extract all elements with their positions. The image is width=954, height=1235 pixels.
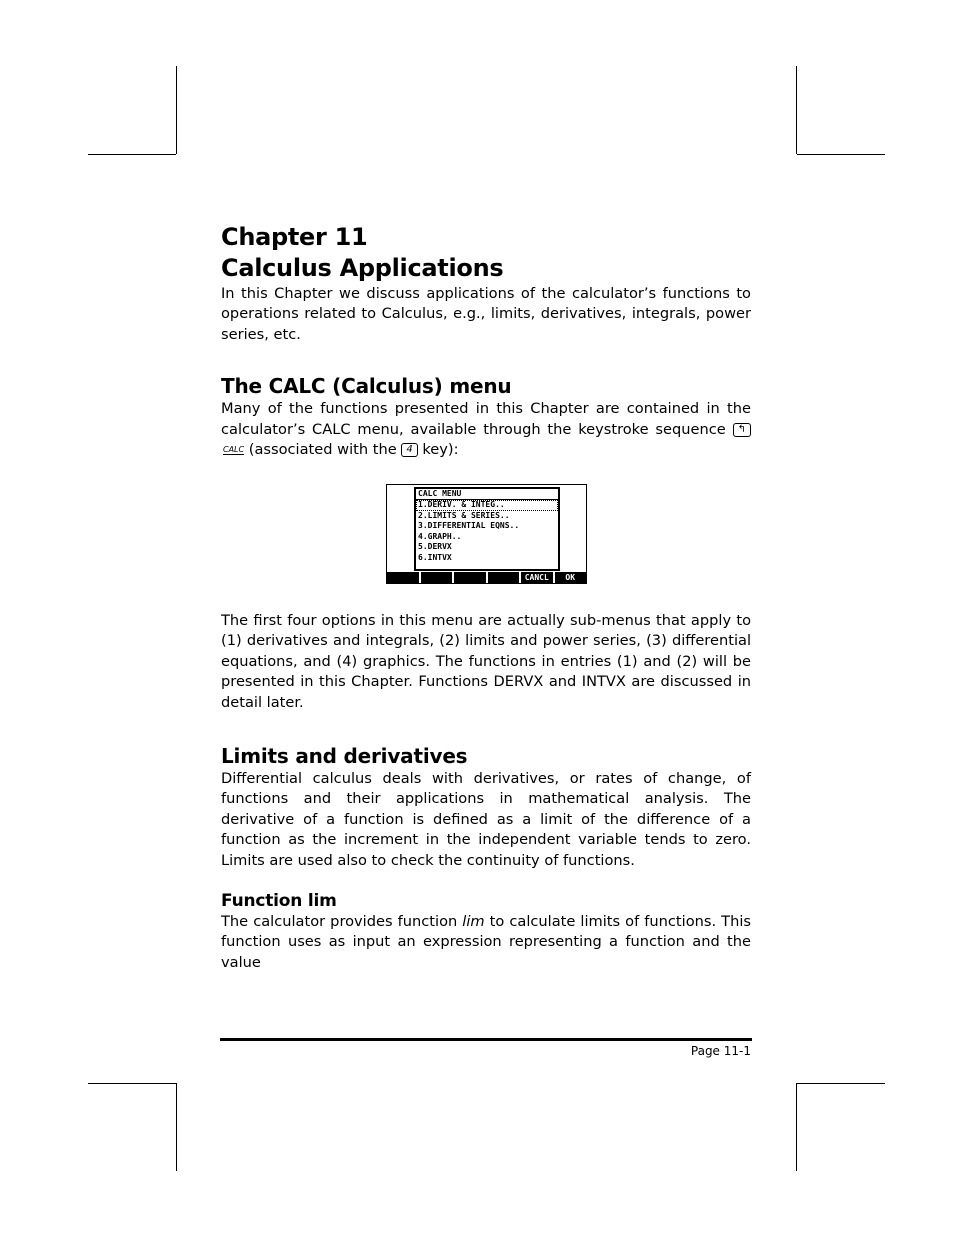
function-lim-name: lim xyxy=(462,913,485,931)
limits-paragraph: Differential calculus deals with derivatives, or rates of change, of functions and their applications in mathematical analysis. The derivative of a function is defined as a limit of the difference of a function as the increment in the independent variable tends to zero. Limits are used also to check the continuity of functions. xyxy=(221,770,751,869)
calculator-screen xyxy=(386,484,587,584)
page-content-lower xyxy=(221,611,751,973)
calc-menu-options-paragraph: The first four options in this menu are actually sub-menus that apply to (1) derivatives and integrals, (2) limits and power series, (3) differential equations, and (4) graphics. The functions in entries (1) and (2) will be presented in this Chapter. Functions DERVX and INTVX are discussed in detail later. xyxy=(221,612,751,711)
section-heading-limits: Limits and derivatives xyxy=(221,744,468,769)
crop-mark-bottom-right-vertical xyxy=(796,1083,797,1171)
chapter-title: Calculus Applications xyxy=(221,254,504,282)
crop-mark-bottom-left-vertical xyxy=(176,1083,177,1171)
crop-mark-top-right-horizontal xyxy=(797,154,885,155)
page-number: Page 11-1 xyxy=(690,1044,751,1058)
footer-rule xyxy=(220,1038,752,1041)
softkey-3[interactable] xyxy=(452,572,486,583)
calc-menu-title: CALC MENU xyxy=(416,489,558,500)
calc-menu-text-a: Many of the functions presented in this Chapter are contained in the calculator’s CALC menu, available through the keystroke sequence xyxy=(221,400,751,438)
calc-menu-item-limits-series[interactable]: 2.LIMITS & SERIES.. xyxy=(418,510,510,520)
softkey-bar xyxy=(387,572,586,583)
crop-mark-bottom-left-horizontal xyxy=(88,1083,176,1084)
function-lim-text-b: to calculate limits of functions. This function uses as input an expression representing a function and the value xyxy=(221,913,751,971)
crop-mark-top-left-vertical xyxy=(176,66,177,154)
function-lim-text-a: The calculator provides function xyxy=(221,913,458,931)
calc-menu-text-c: key): xyxy=(422,441,459,459)
calc-key-label: CALC xyxy=(223,445,245,455)
softkey-2[interactable] xyxy=(419,572,453,583)
subsection-heading-function-lim: Function lim xyxy=(221,891,337,912)
key-4-icon: 4 xyxy=(401,443,417,457)
calc-menu-window xyxy=(414,487,560,571)
crop-mark-top-right-vertical xyxy=(796,66,797,154)
calc-menu-paragraph xyxy=(221,399,751,460)
crop-mark-top-left-horizontal xyxy=(88,154,176,155)
calc-menu-item-differential-eqns[interactable]: 3.DIFFERENTIAL EQNS.. xyxy=(418,521,520,530)
ok-softkey[interactable]: OK xyxy=(553,572,587,583)
page-content xyxy=(221,222,751,461)
calc-menu-item-graph[interactable]: 4.GRAPH.. xyxy=(418,531,462,541)
section-heading-calc-menu: The CALC (Calculus) menu xyxy=(221,374,512,399)
calc-menu-item-dervx[interactable]: 5.DERVX xyxy=(418,542,452,551)
calc-menu-item-intvx[interactable]: 6.INTVX xyxy=(418,552,452,562)
chapter-intro: In this Chapter we discuss applications of the calculator’s functions to operations related to Calculus, e.g., limits, derivatives, integrals, power series, etc. xyxy=(221,285,751,343)
cancel-softkey[interactable]: CANCL xyxy=(519,572,553,583)
crop-mark-bottom-right-horizontal xyxy=(797,1083,885,1084)
softkey-1[interactable] xyxy=(387,572,419,583)
chapter-number: Chapter 11 xyxy=(221,223,368,251)
calc-menu-item-deriv-integ[interactable]: 1.DERIV. & INTEG.. xyxy=(416,500,558,511)
softkey-4[interactable] xyxy=(486,572,520,583)
calc-menu-text-b: (associated with the xyxy=(248,441,397,459)
function-lim-paragraph xyxy=(221,912,751,973)
left-shift-key-icon: ↰ xyxy=(733,423,751,437)
